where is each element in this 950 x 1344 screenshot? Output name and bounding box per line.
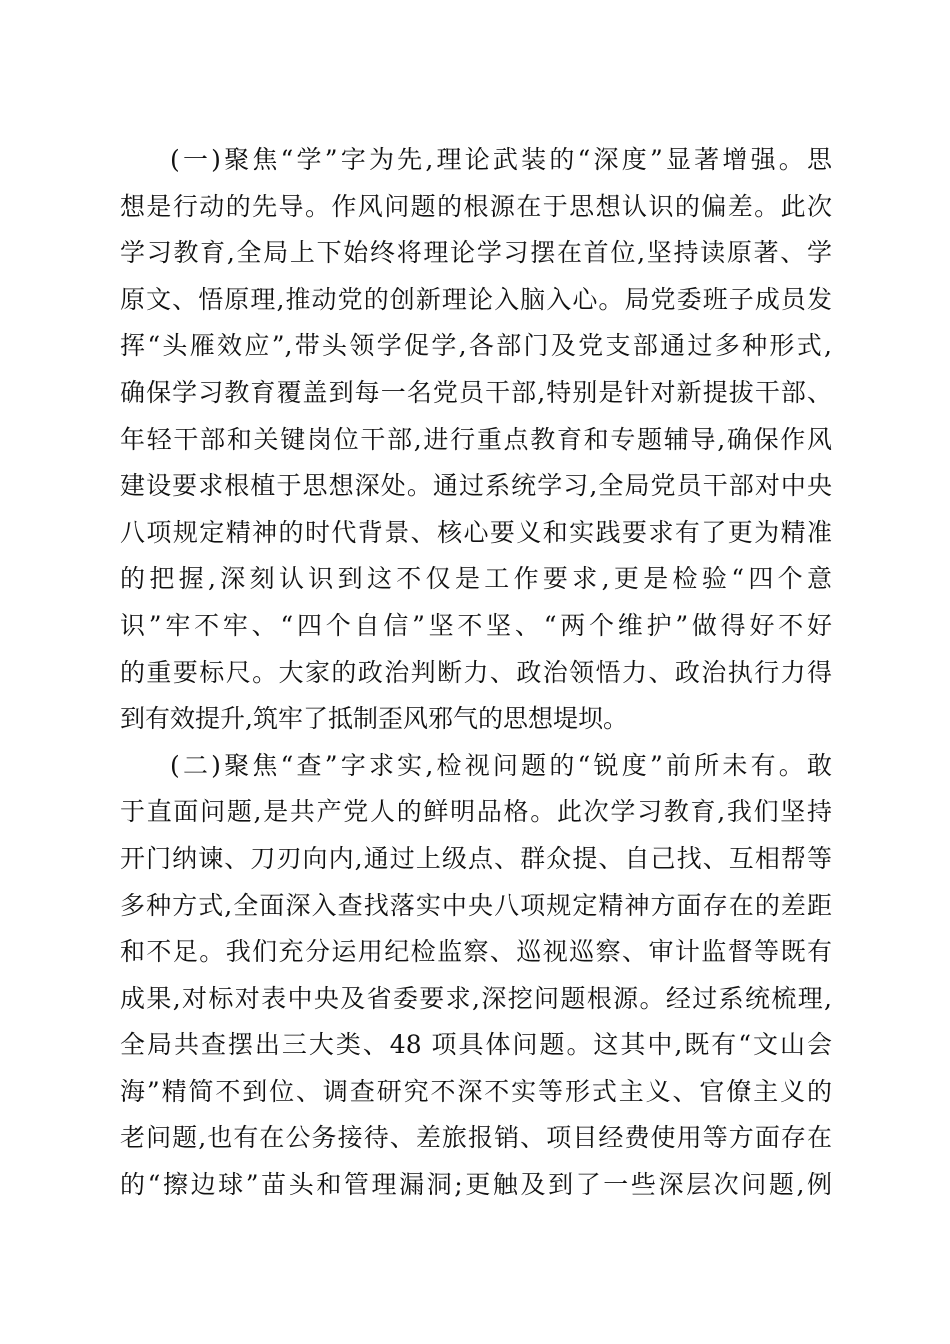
paragraph-1-line-3: 学习教育,全局上下始终将理论学习摆在首位,坚持读原著、学 [120, 238, 832, 268]
paragraph-1-line-4: 原文、悟原理,推动党的创新理论入脑入心。局党委班子成员发 [120, 284, 832, 314]
paragraph-2-line-3: 开门纳谏、刀刃向内,通过上级点、群众提、自己找、互相帮等 [120, 843, 832, 873]
document-body [120, 137, 832, 1209]
paragraph-2-line-7: 全局共查摆出三大类、48 项具体问题。这其中,既有“文山会 [120, 1030, 832, 1060]
paragraph-2-line-4: 多种方式,全面深入查找落实中央八项规定精神方面存在的差距 [120, 890, 832, 920]
paragraph-1-line-7: 年轻干部和关键岗位干部,进行重点教育和专题辅导,确保作风 [120, 424, 832, 454]
paragraph-1-line-6: 确保学习教育覆盖到每一名党员干部,特别是针对新提拔干部、 [120, 377, 832, 407]
paragraph-2-line-8: 海”精简不到位、调查研究不深不实等形式主义、官僚主义的 [120, 1076, 832, 1106]
paragraph-1-line-12: 的重要标尺。大家的政治判断力、政治领悟力、政治执行力得 [120, 657, 832, 687]
paragraph-2-line-6: 成果,对标对表中央及省委要求,深挖问题根源。经过系统梳理, [120, 983, 832, 1013]
paragraph-1-line-8: 建设要求根植于思想深处。通过系统学习,全局党员干部对中央 [120, 471, 832, 501]
paragraph-2-line-10: 的“擦边球”苗头和管理漏洞;更触及到了一些深层次问题,例 [120, 1170, 832, 1200]
paragraph-1-line-5: 挥“头雁效应”,带头领学促学,各部门及党支部通过多种形式, [120, 331, 832, 361]
paragraph-1-line-2: 想是行动的先导。作风问题的根源在于思想认识的偏差。此次 [120, 191, 832, 221]
paragraph-2-line-1: (二)聚焦“查”字求实,检视问题的“锐度”前所未有。敢 [170, 750, 832, 780]
paragraph-1-line-10: 的把握,深刻认识到这不仅是工作要求,更是检验“四个意 [120, 564, 832, 594]
paragraph-2-line-5: 和不足。我们充分运用纪检监察、巡视巡察、审计监督等既有 [120, 937, 832, 967]
paragraph-1-line-11: 识”牢不牢、“四个自信”坚不坚、“两个维护”做得好不好 [120, 610, 832, 640]
paragraph-2-line-2: 于直面问题,是共产党人的鲜明品格。此次学习教育,我们坚持 [120, 797, 832, 827]
paragraph-1-line-1: (一)聚焦“学”字为先,理论武装的“深度”显著增强。思 [170, 145, 832, 174]
paragraph-1-line-13: 到有效提升,筑牢了抵制歪风邪气的思想堤坝。 [120, 704, 628, 734]
paragraph-1-line-9: 八项规定精神的时代背景、核心要义和实践要求有了更为精准 [120, 517, 832, 547]
paragraph-2-line-9: 老问题,也有在公务接待、差旅报销、项目经费使用等方面存在 [120, 1123, 832, 1153]
